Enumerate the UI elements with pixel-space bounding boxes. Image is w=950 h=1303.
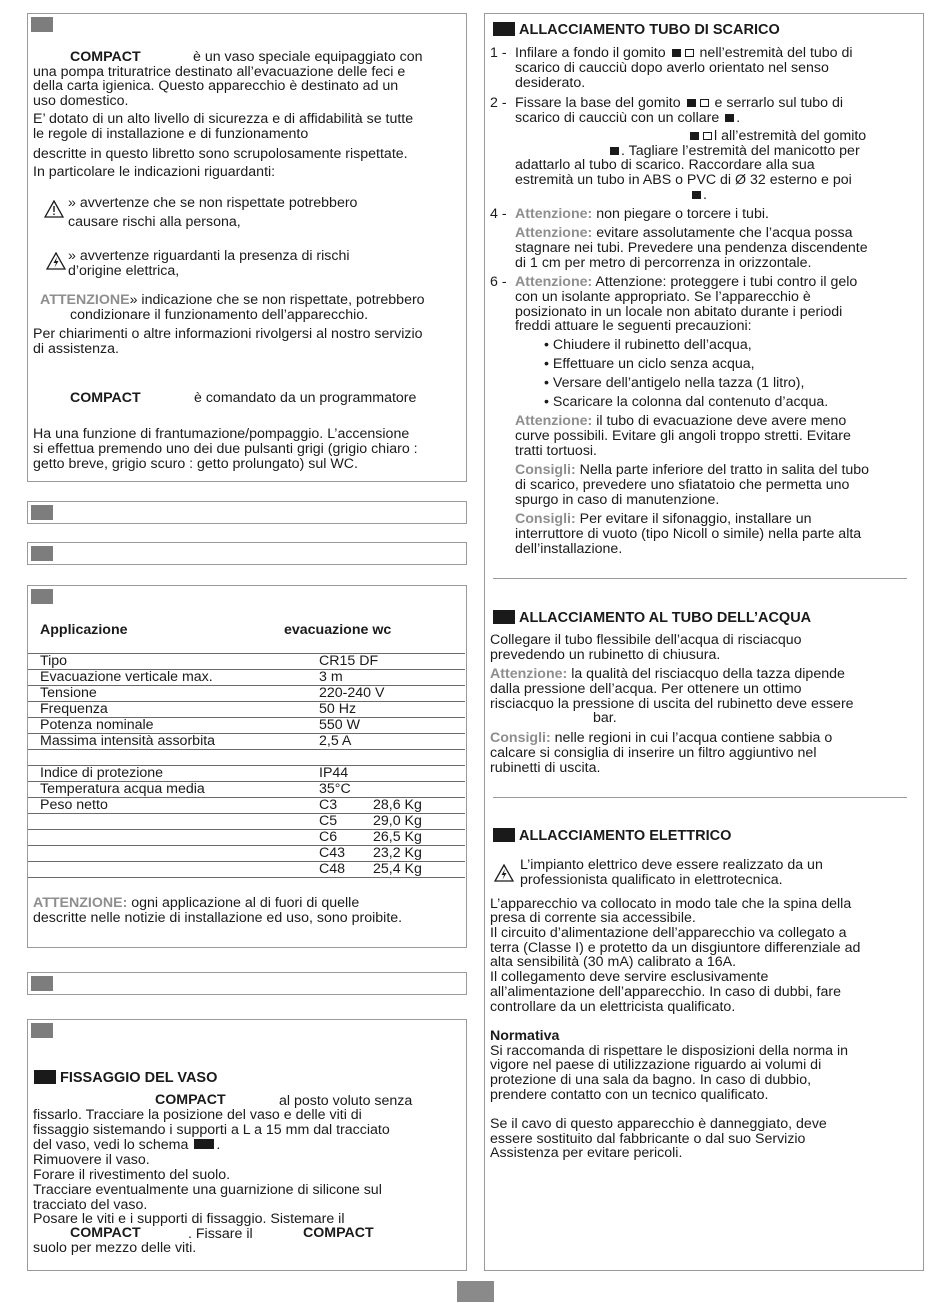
spec-value: 35°C (319, 781, 351, 797)
step-text: scarico di caucciù dopo averlo orientato nel senso (515, 60, 829, 76)
acqua-text-part: la qualità del risciacquo della tazza dipende (571, 666, 845, 682)
fissaggio-text-part: del vaso, vedi lo schema (33, 1137, 189, 1153)
intro-section (27, 13, 467, 482)
step-text: adattarlo al tubo di scarico. Raccordare alla sua (515, 157, 815, 173)
fissaggio-text: del vaso, vedi lo schema . (33, 1137, 221, 1153)
section-header (27, 501, 467, 524)
step-text: desiderato. (515, 75, 586, 91)
spec-value2: 26,5 Kg (373, 829, 422, 845)
step-text (515, 46, 853, 61)
step-number: 4 - (490, 206, 507, 222)
bullet-item: • Scaricare la colonna dal contenuto d’acqua. (544, 394, 829, 410)
step-text-part: . Tagliare l’estremità del manicotto per (621, 143, 860, 159)
elettrico-text: presa di corrente sia accessibile. (490, 910, 696, 926)
normativa-text: vigore nel paese di utilizzazione riguardo ai volumi di (490, 1057, 822, 1073)
fissaggio-title (34, 1070, 217, 1086)
elettrico-text: terra (Classe I) e protetto da un disgiuntore differenziale ad (490, 940, 861, 956)
attenzione-label: ATTENZIONE (40, 292, 130, 308)
part-marker (687, 99, 696, 107)
elettrico-text: essere sostituito dal fabbricante o dal suo Servizio (490, 1131, 806, 1147)
warning-text: » avvertenze che se non rispettate potrebbero (68, 195, 358, 211)
spec-value: 50 Hz (319, 701, 357, 717)
electric-warning-icon (46, 252, 66, 270)
brand-name: COMPACT (70, 1225, 141, 1241)
step-text: dell’installazione. (515, 541, 623, 557)
step-text: di 1 cm per metro di percorrenza in orizzontale. (515, 255, 812, 271)
part-marker (610, 147, 619, 155)
spec-label: Potenza nominale (40, 717, 154, 733)
spec-value2: 29,0 Kg (373, 813, 422, 829)
spec-label: Tipo (40, 653, 68, 669)
spec-value: IP44 (319, 765, 349, 781)
intro-text: uso domestico. (33, 93, 129, 109)
step-text-part: non piegare o torcere i tubi. (596, 206, 769, 222)
elettrico-text: L’apparecchio va collocato in modo tale che la spina della (490, 896, 852, 912)
intro-text: una pompa trituratrice destinato all’evacuazione delle feci e (33, 64, 406, 80)
step-text-part: Attenzione: proteggere i tubi contro il gelo (595, 274, 858, 290)
acqua-text: risciacquo la pressione di uscita del rubinetto deve essere (490, 696, 854, 712)
step-text: tratti tortuosi. (515, 443, 598, 459)
heading-block (493, 610, 515, 624)
normativa-title: Normativa (490, 1028, 560, 1044)
consigli-label: Consigli: (515, 511, 576, 527)
attenzione-text: ogni applicazione al di fuori di quelle (131, 895, 360, 911)
attenzione-label: Attenzione: (515, 225, 593, 241)
spec-value: C43 (319, 845, 346, 861)
attenzione-text: » indicazione che se non rispettate, potrebbero (129, 292, 425, 308)
step-text: . (690, 188, 707, 203)
step-text: posizionato in un locale non abitato durante i periodi (515, 304, 843, 320)
elettrico-text: alta sensibilità (30 mA) calibrato a 16A. (490, 954, 737, 970)
attenzione-label: Attenzione: (515, 274, 593, 290)
fissaggio-title-text: FISSAGGIO DEL VASO (60, 1070, 218, 1086)
elettrico-title (493, 828, 731, 844)
elettrico-text: Il circuito d’alimentazione dell’apparecchio va collegato a (490, 925, 847, 941)
spec-value: C5 (319, 813, 338, 829)
acqua-text: calcare si consiglia di inserire un filtro aggiuntivo nel (490, 745, 817, 761)
step-text (515, 96, 843, 111)
spec-value: 2,5 A (319, 733, 352, 749)
step-text: interruttore di vuoto (tipo Nicoll o simile) nella parte alta (515, 526, 862, 542)
intro-text: è un vaso speciale equipaggiato con (193, 49, 423, 65)
intro-text: le regole di installazione e di funzionamento (33, 126, 309, 142)
elettrico-text: Se il cavo di questo apparecchio è danneggiato, deve (490, 1116, 827, 1132)
acqua-text (490, 731, 832, 746)
part-marker (692, 191, 701, 199)
attenzione-label: Attenzione: (515, 206, 593, 222)
step-text: di scarico, prevedere uno sfiatatoio che permetta uno (515, 477, 850, 493)
elettrico-text: controllare da un elettricista qualificato. (490, 999, 736, 1015)
heading-block (34, 1070, 56, 1084)
spec-value: 3 m (319, 669, 343, 685)
table-row-divider (28, 653, 465, 654)
specs-attenzione (33, 896, 359, 911)
part-marker (685, 49, 694, 57)
brand-name: COMPACT (70, 49, 141, 65)
step-text (515, 275, 857, 290)
scarico-title-text: ALLACCIAMENTO TUBO DI SCARICO (519, 22, 780, 38)
step-text: scarico di caucciù con un collare . (515, 110, 741, 126)
step-text-part: Infilare a fondo il gomito (515, 45, 666, 61)
acqua-title-text: ALLACCIAMENTO AL TUBO DELL’ACQUA (519, 610, 812, 626)
acqua-text: rubinetti di uscita. (490, 760, 601, 776)
warning-text: d’origine elettrica, (68, 263, 180, 279)
step-number: 1 - (490, 45, 507, 61)
scarico-title (493, 22, 780, 38)
part-marker (672, 49, 681, 57)
attenzione-text: descritte nelle notizie di installazione ed uso, sono proibite. (33, 910, 403, 926)
install-section (27, 1019, 467, 1271)
step-number: 2 - (490, 95, 507, 111)
specs-header-value: evacuazione wc (284, 622, 392, 638)
divider (493, 578, 907, 579)
warning-icon (44, 200, 64, 218)
step-text-part: Per evitare il sifonaggio, installare un (579, 511, 812, 527)
table-row-divider (28, 877, 465, 878)
section-header (27, 972, 467, 995)
elettrico-warning: professionista qualificato in elettrotecnica. (520, 872, 783, 888)
fissaggio-text: Posare le viti e i supporti di fissaggio. Sistemare il (33, 1211, 345, 1227)
warning-text: » avvertenze riguardanti la presenza di rischi (68, 248, 350, 264)
intro-text: descritte in questo libretto sono scrupolosamente rispettate. (33, 146, 408, 162)
bullet-item: • Chiudere il rubinetto dell’acqua, (544, 337, 752, 353)
schema-marker (194, 1139, 214, 1149)
fissaggio-text: suolo per mezzo delle viti. (33, 1240, 197, 1256)
step-text-part: nell’estremità del tubo di (699, 45, 853, 61)
step-text (515, 463, 869, 478)
section-marker (31, 589, 53, 604)
spec-label: Massima intensità assorbita (40, 733, 216, 749)
step-text: freddi attuare le seguenti precauzioni: (515, 318, 752, 334)
section-marker (31, 546, 53, 561)
acqua-text: Collegare il tubo flessibile dell’acqua di risciacquo (490, 632, 802, 648)
part-marker (725, 114, 734, 122)
table-row-divider (28, 749, 465, 750)
fissaggio-text: Tracciare eventualmente una guarnizione di silicone sul (33, 1182, 382, 1198)
page-number-tab (457, 1281, 494, 1302)
elettrico-text: all’alimentazione dell’apparecchio. In caso di dubbi, fare (490, 984, 841, 1000)
step-text-part: il tubo di evacuazione deve avere meno (596, 413, 847, 429)
spec-value: C48 (319, 861, 346, 877)
intro-text: della carta igienica. Questo apparecchio è destinato ad un (33, 78, 399, 94)
spec-label: Frequenza (40, 701, 108, 717)
attenzione-label: Attenzione: (490, 666, 568, 682)
acqua-text-part: nelle regioni in cui l’acqua contiene sabbia o (554, 730, 833, 746)
step-text-part: evitare assolutamente che l’acqua possa (596, 225, 853, 241)
step-text (515, 512, 812, 527)
spec-value: 220-240 V (319, 685, 385, 701)
intro-text: di assistenza. (33, 341, 119, 357)
normativa-text: Si raccomanda di rispettare le disposizioni della norma in (490, 1043, 849, 1059)
step-text (688, 129, 866, 144)
intro-text: Per chiarimenti o altre informazioni rivolgersi al nostro servizio (33, 326, 423, 342)
attenzione-label: Attenzione: (515, 413, 593, 429)
step-text: con un isolante appropriato. Se l’apparecchio è (515, 289, 811, 305)
fissaggio-text: Rimuovere il vaso. (33, 1152, 150, 1168)
elettrico-warning: L’impianto elettrico deve essere realizzato da un (520, 857, 823, 873)
spec-label: Peso netto (40, 797, 108, 813)
consigli-label: Consigli: (515, 462, 576, 478)
part-marker (703, 132, 712, 140)
section-marker (31, 976, 53, 991)
step-text (515, 207, 769, 222)
fissaggio-text: fissaggio sistemando i supporti a L a 15 mm dal tracciato (33, 1122, 390, 1138)
attenzione-text: condizionare il funzionamento dell’apparecchio. (70, 307, 369, 323)
spec-label: Temperatura acqua media (40, 781, 205, 797)
heading-block (493, 828, 515, 842)
step-text: spurgo in caso di manutenzione. (515, 492, 720, 508)
normativa-text: protezione di una sala da bagno. In caso di dubbio, (490, 1072, 812, 1088)
spec-value: 550 W (319, 717, 361, 733)
brand-name: COMPACT (70, 390, 141, 406)
step-text-part: l all’estremità del gomito (714, 128, 867, 144)
attenzione-label: ATTENZIONE: (33, 895, 128, 911)
step-text-part: e serrarlo sul tubo di (714, 95, 844, 111)
acqua-text (490, 667, 845, 682)
fissaggio-text: . Fissare il (188, 1226, 253, 1242)
acqua-text: bar. (593, 710, 617, 726)
spec-value2: 28,6 Kg (373, 797, 422, 813)
spec-label: Tensione (40, 685, 97, 701)
spec-value2: 25,4 Kg (373, 861, 422, 877)
section-marker (31, 1023, 53, 1038)
intro-text: è comandato da un programmatore (194, 390, 417, 406)
step-number: 6 - (490, 274, 507, 290)
brand-name: COMPACT (155, 1092, 226, 1108)
step-text: curve possibili. Evitare gli angoli troppo stretti. Evitare (515, 428, 851, 444)
part-marker (690, 132, 699, 140)
elettrico-title-text: ALLACCIAMENTO ELETTRICO (519, 828, 732, 844)
spec-value2: 23,2 Kg (373, 845, 422, 861)
brand-name: COMPACT (303, 1225, 374, 1241)
heading-block (493, 22, 515, 36)
spec-label: Evacuazione verticale max. (40, 669, 213, 685)
acqua-text: dalla pressione dell’acqua. Per ottenere un ottimo (490, 681, 802, 697)
step-text-part: scarico di caucciù con un collare (515, 110, 720, 126)
elettrico-text: Assistenza per evitare pericoli. (490, 1145, 683, 1161)
step-text: stagnare nei tubi. Prevedere una pendenza discendente (515, 240, 868, 256)
step-text (515, 414, 846, 429)
step-text (515, 226, 853, 241)
step-text-part: Fissare la base del gomito (515, 95, 681, 111)
section-header (27, 542, 467, 565)
spec-value: C6 (319, 829, 338, 845)
divider (493, 797, 907, 798)
warning-text: causare rischi alla persona, (68, 214, 241, 230)
acqua-title (493, 610, 811, 626)
section-marker (31, 17, 53, 32)
part-marker (700, 99, 709, 107)
intro-text: si effettua premendo uno dei due pulsanti grigi (grigio chiaro : (33, 441, 418, 457)
consigli-label: Consigli: (490, 730, 551, 746)
spec-value: CR15 DF (319, 653, 379, 669)
step-text-part: Nella parte inferiore del tratto in salita del tubo (579, 462, 870, 478)
attenzione-line (40, 293, 425, 308)
intro-text: Ha una funzione di frantumazione/pompaggio. L’accensione (33, 426, 410, 442)
spec-value: C3 (319, 797, 338, 813)
intro-text: In particolare le indicazioni riguardanti: (33, 164, 276, 180)
intro-text: E’ dotato di un alto livello di sicurezza e di affidabilità se tutte (33, 111, 414, 127)
elettrico-text: Il collegamento deve servire esclusivamente (490, 969, 769, 985)
bullet-item: • Versare dell’antigelo nella tazza (1 litro), (544, 375, 805, 391)
spec-label: Indice di protezione (40, 765, 164, 781)
fissaggio-text: fissarlo. Tracciare la posizione del vaso e delle viti di (33, 1107, 362, 1123)
fissaggio-text: tracciato del vaso. (33, 1197, 148, 1213)
normativa-text: prendere contatto con un tecnico qualificato. (490, 1087, 769, 1103)
electric-warning-icon (494, 864, 514, 882)
fissaggio-text: Forare il rivestimento del suolo. (33, 1167, 231, 1183)
fissaggio-text: al posto voluto senza (279, 1093, 413, 1109)
step-text: estremità un tubo in ABS o PVC di Ø 32 esterno e poi (515, 172, 852, 188)
acqua-text: prevedendo un rubinetto di chiusura. (490, 647, 721, 663)
intro-text: getto breve, grigio scuro : getto prolungato) sul WC. (33, 456, 358, 472)
bullet-item: • Effettuare un ciclo senza acqua, (544, 356, 755, 372)
section-marker (31, 505, 53, 520)
specs-header-label: Applicazione (40, 622, 128, 638)
